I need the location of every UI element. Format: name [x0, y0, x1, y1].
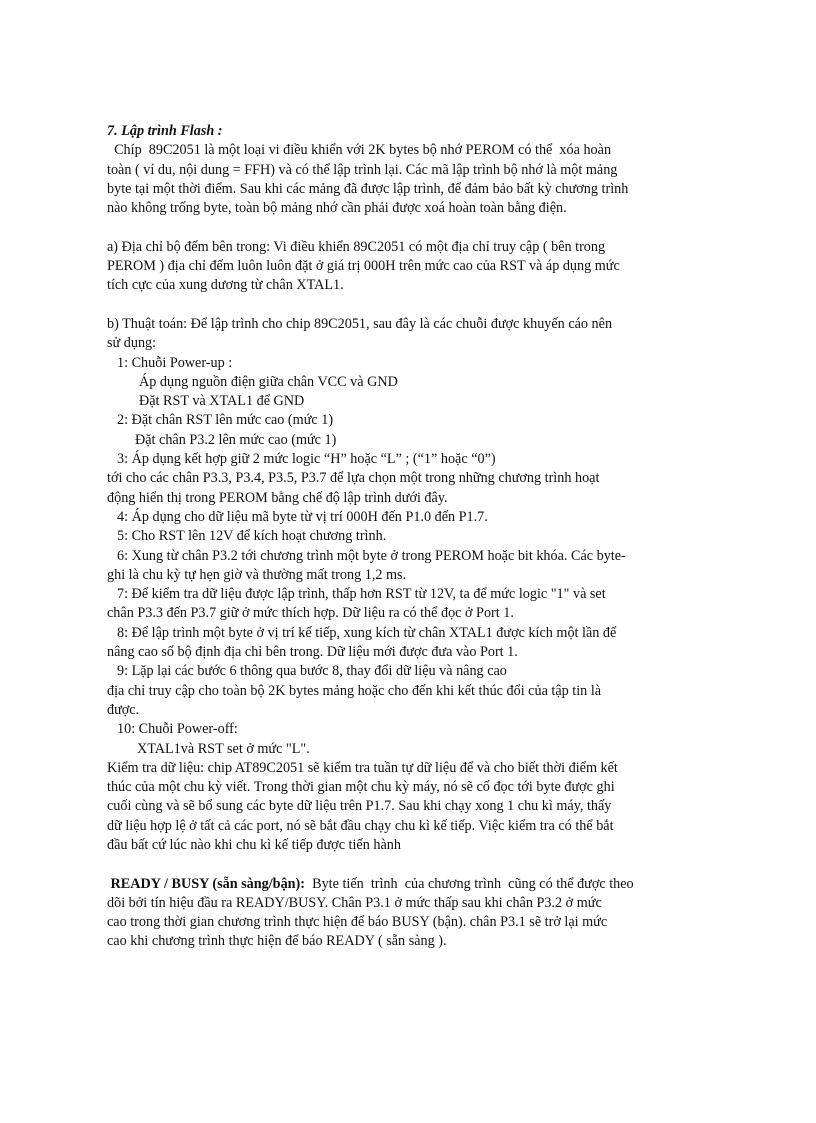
paragraph-line: a) Địa chỉ bộ đếm bên trong: Vi điều khiển 89C2051 có một địa chỉ truy cập ( bên trong — [107, 238, 606, 255]
step-1 — [107, 354, 697, 412]
step-line: Đặt RST và XTAL1 để GND — [139, 393, 305, 410]
paragraph-line: dõi bởi tín hiệu đầu ra READY/BUSY. Chân P3.1 ở mức thấp sau khi chân P3.2 ở mức — [107, 894, 602, 911]
step-title: 6: Xung từ chân P3.2 tới chương trình một byte ở trong PEROM hoặc bit khóa. Các byte- — [117, 547, 626, 564]
step-line: Áp dụng nguồn điện giữa chân VCC và GND — [139, 373, 398, 390]
paragraph-line: cuối cùng và sẽ bổ sung các byte dữ liệu trên P1.7. Sau khi chạy xong 1 chu kì máy, thấy — [107, 798, 612, 815]
step-6 — [107, 547, 697, 586]
ready-busy-paragraph — [107, 875, 697, 952]
spacer — [107, 296, 697, 315]
step-line: động hiển thị trong PEROM bằng chế độ lập trình dưới đây. — [107, 489, 448, 506]
step-title: 10: Chuỗi Power-off: — [117, 721, 238, 738]
paragraph-line: b) Thuật toán: Để lập trình cho chip 89C2051, sau đây là các chuỗi được khuyến cáo nên — [107, 315, 613, 332]
step-7 — [107, 585, 697, 624]
paragraph-line: byte tại một thời điểm. Sau khi các mảng đã được lập trình, để đảm bảo bất kỳ chương trình — [107, 180, 629, 197]
step-4: 4: Áp dụng cho dữ liệu mã byte từ vị trí 000H đến P1.0 đến P1.7. — [117, 508, 488, 525]
step-line: chân P3.3 đến P3.7 giữ ở mức thích hợp. Dữ liệu ra có thể đọc ở Port 1. — [107, 605, 514, 622]
intro-paragraph — [107, 141, 697, 218]
step-title: 9: Lặp lại các bước 6 thông qua bước 8, thay đổi dữ liệu và nâng cao — [117, 663, 507, 680]
step-line: được. — [107, 701, 140, 718]
paragraph-line: PEROM ) địa chỉ đếm luôn luôn đặt ở giá trị 000H trên mức cao của RST và áp dụng mức — [107, 258, 620, 275]
step-8 — [107, 624, 697, 663]
spacer — [107, 218, 697, 237]
step-3 — [107, 450, 697, 508]
paragraph-line: sử dụng: — [107, 335, 157, 352]
section-a-paragraph — [107, 238, 697, 296]
step-line: tới cho các chân P3.3, P3.4, P3.5, P3.7 để lựa chọn một trong những chương trình hoạt — [107, 470, 600, 487]
step-line: ghi là chu kỳ tự hẹn giờ và thường mất trong 1,2 ms. — [107, 566, 407, 583]
step-line: Đặt chân P3.2 lên mức cao (mức 1) — [135, 431, 337, 448]
step-line: địa chỉ truy cập cho toàn bộ 2K bytes mảng hoặc cho đến khi kết thúc đổi của tập tin là — [107, 682, 602, 699]
step-9 — [107, 662, 697, 720]
spacer — [107, 855, 697, 874]
verify-paragraph — [107, 759, 697, 855]
paragraph-line: Kiểm tra dữ liệu: chip AT89C2051 sẽ kiểm tra tuần tự dữ liệu để và cho biết thời điểm kết — [107, 759, 618, 776]
step-title: 1: Chuỗi Power-up : — [117, 354, 233, 371]
paragraph-line — [107, 875, 697, 894]
step-title: 7: Để kiểm tra dữ liệu được lập trình, thấp hơn RST từ 12V, ta để mức logic "1" và set — [117, 586, 606, 603]
step-title: 8: Để lập trình một byte ở vị trí kế tiếp, xung kích từ chân XTAL1 được kích một lần để — [117, 624, 617, 641]
step-line: XTAL1và RST set ở mức "L". — [137, 740, 310, 757]
section-b-intro — [107, 315, 697, 354]
paragraph-line: nào không trống byte, toàn bộ mảng nhớ cần phải được xoá hoàn toàn bằng điện. — [107, 200, 567, 217]
paragraph-line: dữ liệu hợp lệ ở tất cả các port, nó sẽ bắt đầu chạy chu kì kế tiếp. Việc kiểm tra có thể bắt — [107, 817, 614, 834]
paragraph-line: thúc của một chu kỳ viết. Trong thời gian một chu kỳ máy, nó sẽ cố đọc tới byte được ghi — [107, 779, 615, 796]
paragraph-line: tích cực của xung dương từ chân XTAL1. — [107, 277, 344, 294]
ready-busy-term: READY / BUSY (sẵn sàng/bận): — [107, 875, 306, 892]
section-heading: 7. Lập trình Flash : — [107, 123, 223, 139]
step-5: 5: Cho RST lên 12V để kích hoạt chương trình. — [117, 528, 387, 545]
ready-busy-text: Byte tiến trình của chương trình cũng có thể được theo — [305, 875, 634, 892]
paragraph-line: cao trong thời gian chương trình thực hiện để báo BUSY (bận). chân P3.1 sẽ trở lại mức — [107, 914, 608, 931]
step-2 — [107, 411, 697, 450]
step-title: 3: Áp dụng kết hợp giữ 2 mức logic “H” hoặc “L” ; (“1” hoặc “0”) — [117, 451, 496, 468]
paragraph-line: Chíp 89C2051 là một loại vi điều khiển với 2K bytes bộ nhớ PEROM có thể xóa hoàn — [107, 142, 612, 159]
step-title: 2: Đặt chân RST lên mức cao (mức 1) — [117, 412, 334, 429]
paragraph-line: đầu bất cứ lúc nào khi chu kì kế tiếp được tiến hành — [107, 836, 401, 853]
paragraph-line: cao khi chương trình thực hiện để báo READY ( sẵn sàng ). — [107, 933, 447, 950]
step-10 — [107, 720, 697, 759]
paragraph-line: toàn ( ví du, nội dung = FFH) và có thể lập trình lại. Các mã lập trình bộ nhớ là một mảng — [107, 161, 618, 178]
document-page — [107, 122, 697, 952]
step-line: nâng cao số bộ định địa chỉ bên trong. Dữ liệu mới được đưa vào Port 1. — [107, 644, 518, 661]
